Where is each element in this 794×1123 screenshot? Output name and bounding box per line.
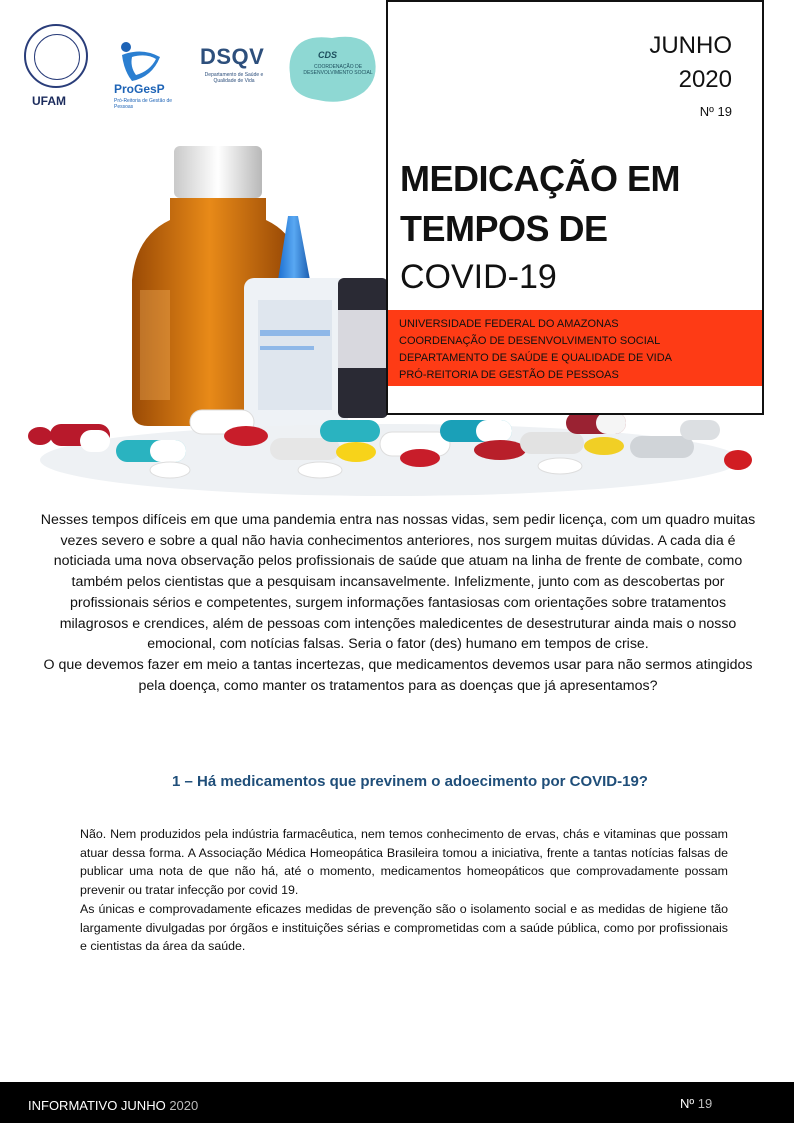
ufam-seal-icon (24, 24, 88, 88)
dsqv-logo-subtitle: Departamento de Saúde e Qualidade de Vida (204, 72, 264, 84)
title-box (386, 0, 764, 415)
institutions-band (388, 310, 762, 386)
question-heading: 1 – Há medicamentos que previnem o adoecimento por COVID-19? (172, 773, 648, 790)
page-title-line-1: MEDICAÇÃO EM (400, 158, 680, 199)
answer-paragraph: Não. Nem produzidos pela indústria farmacêutica, nem temos conhecimento de ervas, chás e vitaminas que possam atuar dessa forma. A Associação Médica Homeopática Brasileira tomou a iniciativa, frente a tantas notícias falsas de publicar uma nota de que não há, até o momento, medicamentos homeopáticos que comprovadamente possam prevenir ou tratar infecção por covid 19. (80, 827, 728, 898)
institution-line: UNIVERSIDADE FEDERAL DO AMAZONAS (399, 318, 619, 330)
logo-strip (22, 22, 382, 114)
page-title-line-2: TEMPOS DE (400, 208, 608, 249)
cds-logo-subtitle: COORDENAÇÃO DE DESENVOLVIMENTO SOCIAL (303, 64, 373, 76)
institution-line: COORDENAÇÃO DE DESENVOLVIMENTO SOCIAL (399, 335, 661, 347)
issue-year: 2020 (678, 66, 732, 93)
intro-paragraph: O que devemos fazer em meio a tantas incertezas, que medicamentos devemos usar para não sermos atingidos pela doença, como manter os tratamentos para as doenças que já apresentamos? (43, 656, 753, 694)
progesp-logo-text: ProGesP (114, 82, 165, 96)
institution-line: PRÓ-REITORIA DE GESTÃO DE PESSOAS (399, 369, 619, 381)
bottle-cap-shape (174, 146, 262, 198)
dsqv-logo-text: DSQV (200, 44, 265, 69)
cds-logo-text: CDS (318, 50, 338, 60)
footer-label-text: INFORMATIVO JUNHO (28, 1098, 166, 1113)
footer-issue (680, 1096, 712, 1111)
intro-paragraph: Nesses tempos difíceis em que uma pandemia entra nas nossas vidas, sem pedir licença, com um quadro muitas vezes severo e sobre a qual não havia conhecimentos anteriores, nos surgem muitas dúvidas. A cada dia é noticiada uma nova observação pelos profissionais de saúde que atuam na linha de frente de combate, como também pelos cientistas que a pesquisam incansavelmente. Infelizmente, junto com as descobertas por profissionais sérios e competentes, surgem informações fantasiosas com orientações sobre tratamentos milagrosos e crendices, além de pessoas com intenções maledicentes de desestruturar ainda mais o nosso emocional, com notícias falsas. Seria o fator (des) humano em tempos de crise. (40, 512, 756, 653)
issue-number: Nº 19 (699, 104, 732, 119)
intro-section (40, 510, 756, 696)
footer-issue-prefix: Nº (680, 1096, 695, 1111)
answer-paragraph: As únicas e comprovadamente eficazes medidas de prevenção são o isolamento social e as medidas de higiene tão largamente divulgadas por órgãos e instituições sérias e comprometidas com a saúde pública, como por profissionais e cientistas da área da saúde. (80, 901, 728, 954)
ufam-logo-text: UFAM (32, 94, 66, 108)
footer-issue-number: 19 (697, 1096, 713, 1111)
answer-section (80, 825, 728, 956)
pill-pile (28, 410, 752, 496)
progesp-logo-subtitle: Pró-Reitoria de Gestão de Pessoas (114, 98, 173, 110)
footer-label (28, 1098, 198, 1113)
issue-month: JUNHO (649, 32, 732, 59)
institution-line: DEPARTAMENTO DE SAÚDE E QUALIDADE DE VIDA (399, 352, 673, 364)
footer-year: 2020 (169, 1098, 199, 1113)
footer-bar (0, 1082, 794, 1123)
page-title-line-3: COVID-19 (400, 258, 557, 296)
